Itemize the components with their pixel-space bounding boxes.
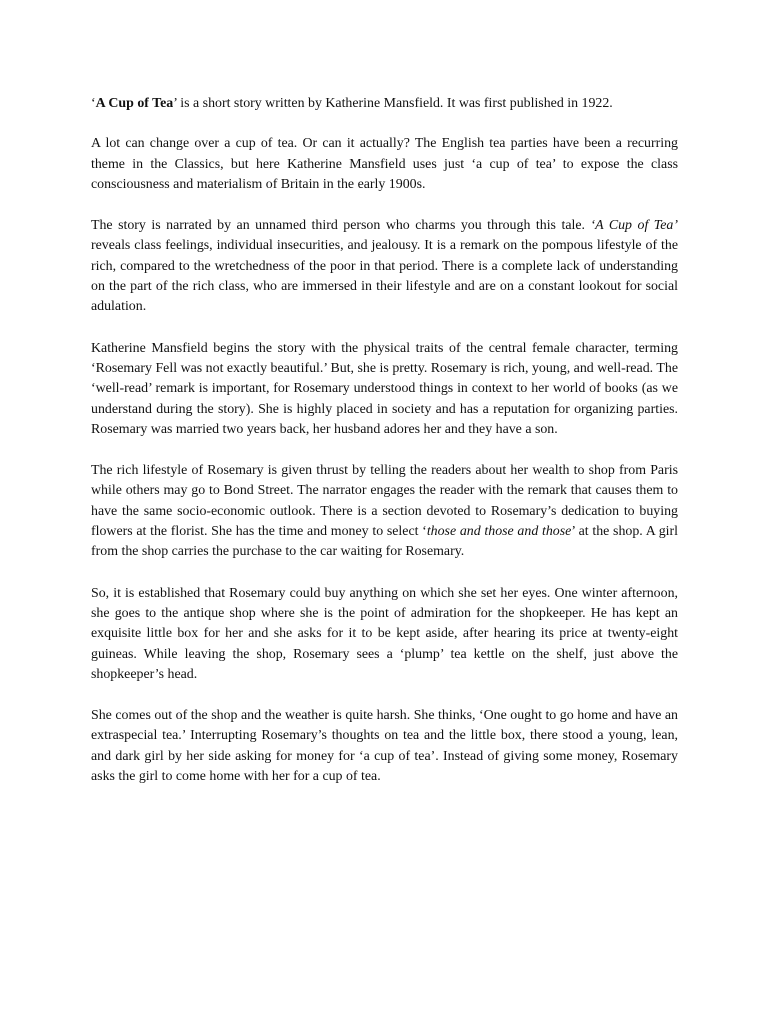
story-title: A Cup of Tea — [95, 96, 174, 111]
paragraph-5 — [91, 461, 678, 562]
quote-mark: ‘ — [91, 96, 96, 111]
paragraph-4: Katherine Mansfield begins the story with the physical traits of the central female character, terming ‘Rosemary Fell was not exactly beautiful.’ But, she is pretty. Rosemary is rich, young, and well-read. The ‘well-read’ remark is important, for Rosemary understood things in context to her world of books (as we understand during the story). She is highly placed in society and has a reputation for organizing parties. Rosemary was married two years back, her husband adores her and they have a son. — [91, 340, 678, 437]
paragraph-3-italic-title: ‘A Cup of Tea’ — [590, 218, 678, 234]
paragraph-5-after: ’ at the shop. A girl from the shop carries the purchase to the car waiting for Rosemary. — [91, 524, 678, 560]
paragraph-5-italic-quote: those and those and those — [426, 524, 572, 540]
paragraph-5-before: The rich lifestyle of Rosemary is given thrust by telling the readers about her wealth to shop from Paris while others may go to Bond Street. The narrator engages the reader with the remark that causes them to have the same socio-economic outlook. There is a section devoted to Rosemary’s dedication to buying flowers at the florist. She has the time and money to select ‘ — [91, 463, 678, 540]
paragraph-3-after: reveals class feelings, individual insecurities, and jealousy. It is a remark on the pompous lifestyle of the rich, compared to the wretchedness of the poor in that period. There is a complete lack of understanding on the part of the rich class, who are immersed in their lifestyle and are on a constant lookout for social adulation. — [91, 238, 678, 315]
paragraph-6: So, it is established that Rosemary could buy anything on which she set her eyes. One winter afternoon, she goes to the antique shop where she is the point of admiration for the shopkeeper. He has kept an exquisite little box for her and she asks for it to be kept aside, after hearing its price at twenty-eight guineas. While leaving the shop, Rosemary sees a ‘plump’ tea kettle on the shelf, just above the shopkeeper’s head. — [91, 585, 678, 682]
paragraph-7: She comes out of the shop and the weather is quite harsh. She thinks, ‘One ought to go home and have an extraspecial tea.’ Interrupting Rosemary’s thoughts on tea and the little box, there stood a young, lean, and dark girl by her side asking for money for ‘a cup of tea’. Instead of giving some money, Rosemary asks the girl to come home with her for a cup of tea. — [91, 708, 678, 785]
paragraph-2: A lot can change over a cup of tea. Or can it actually? The English tea parties have been a recurring theme in the Classics, but here Katherine Mansfield uses just ‘a cup of tea’ to expose the class consciousness and materialism of Britain in the early 1900s. — [91, 136, 678, 192]
intro-text: ’ is a short story written by Katherine Mansfield. It was first published in 1922. — [173, 96, 613, 111]
document-page — [91, 94, 678, 787]
paragraph-3-before: The story is narrated by an unnamed third person who charms you through this tale. — [91, 218, 591, 234]
paragraph-3 — [91, 216, 678, 317]
paragraph-intro — [91, 94, 678, 114]
